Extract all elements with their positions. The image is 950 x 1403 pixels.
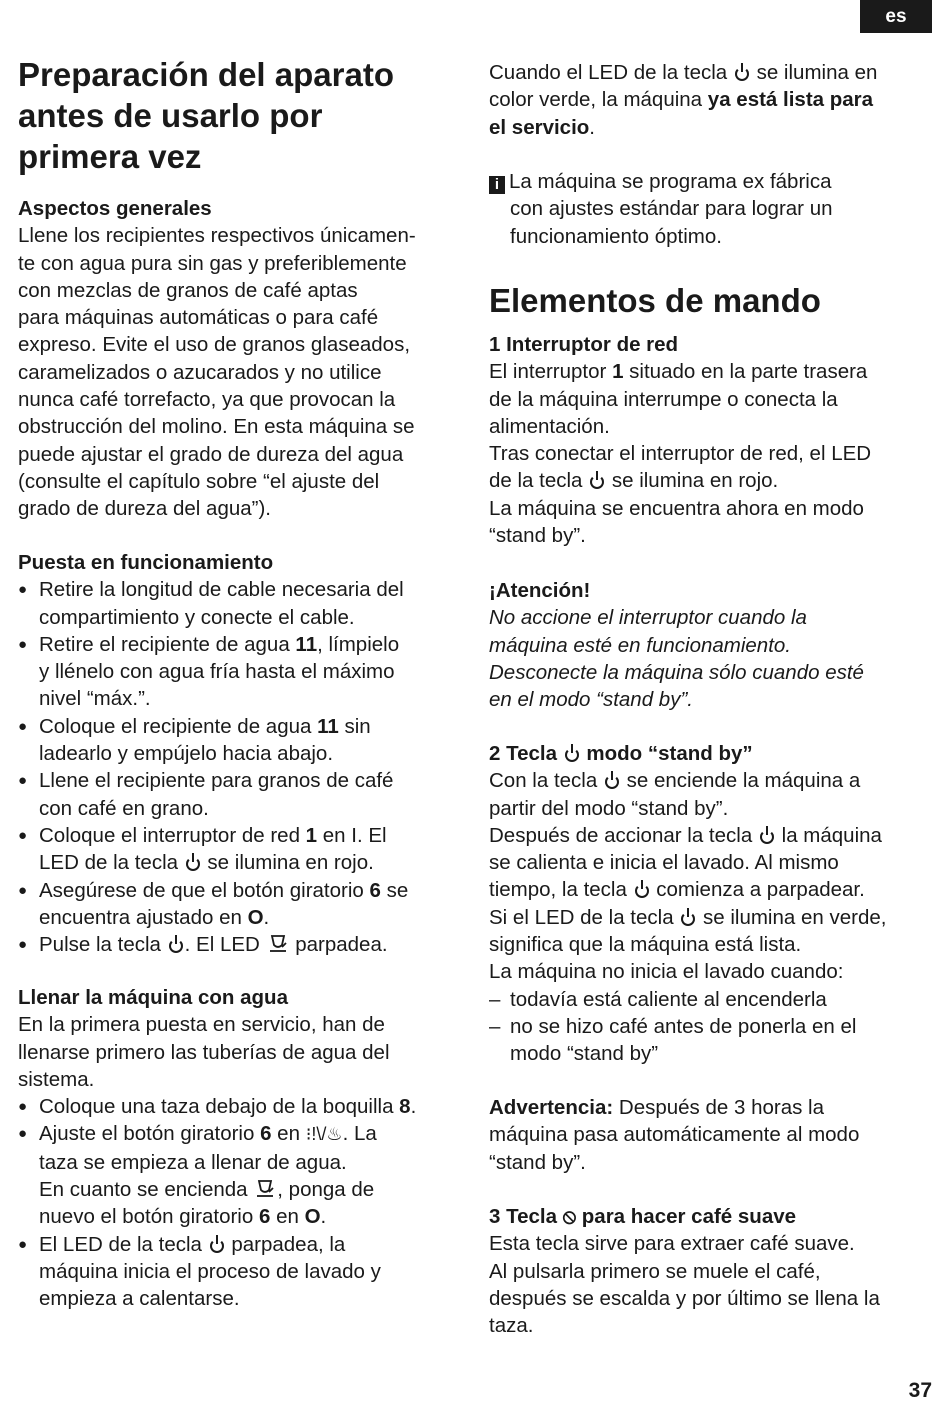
bullet-item xyxy=(18,1120,466,1230)
text-line xyxy=(489,876,934,903)
text: la máquina xyxy=(775,823,882,847)
text-line xyxy=(39,1231,466,1258)
text-line: puede ajustar el grado de dureza del agua xyxy=(18,442,404,466)
text: , límpielo xyxy=(317,632,400,656)
ref-number: 8 xyxy=(399,1095,411,1119)
descale-icon xyxy=(266,933,290,955)
text: Pulse la tecla xyxy=(39,933,167,957)
text-line xyxy=(39,904,466,931)
warning-label: Advertencia: xyxy=(489,1096,614,1119)
bullet-item xyxy=(18,767,466,822)
ref-number: 1 xyxy=(612,360,624,384)
bullet-item xyxy=(18,576,466,631)
power-icon xyxy=(760,830,774,844)
text-line xyxy=(39,931,466,958)
dash-item xyxy=(489,986,934,1013)
text: El LED de la tecla xyxy=(39,1232,208,1256)
text: LED de la tecla xyxy=(39,851,184,875)
text-line: Desconecte la máquina sólo cuando esté xyxy=(489,660,864,684)
ref-number: 6 xyxy=(258,1205,271,1229)
text-line: nivel “máx.”. xyxy=(39,687,151,711)
text: en xyxy=(270,1205,305,1229)
text: situado en la parte trasera xyxy=(623,360,868,384)
ref-number: 6 xyxy=(369,878,381,902)
text-line xyxy=(489,59,934,86)
text: . La xyxy=(342,1122,377,1146)
text: Coloque el interruptor de red xyxy=(39,823,306,847)
attention-heading: ¡Atención! xyxy=(489,579,591,602)
power-icon xyxy=(186,857,200,871)
power-icon xyxy=(590,475,604,489)
power-icon xyxy=(565,748,579,762)
bullet-item xyxy=(18,631,466,713)
text-line xyxy=(489,822,934,849)
mild-coffee-key-section xyxy=(489,1203,934,1339)
fill-heading: Llenar la máquina con agua xyxy=(18,986,288,1009)
bullet-item xyxy=(18,931,466,958)
text-line xyxy=(489,358,934,385)
text-line: en el modo “stand by”. xyxy=(489,688,693,712)
title-line: antes de usarlo por xyxy=(18,97,323,134)
text-line: – no se hizo café antes de ponerla en el xyxy=(510,1014,857,1038)
ready-intro xyxy=(489,59,934,141)
ref-number: 11 xyxy=(317,714,339,738)
mild-coffee-heading xyxy=(489,1203,934,1230)
text: Ajuste el botón giratorio xyxy=(39,1122,261,1146)
text: . El LED xyxy=(184,933,266,957)
power-icon xyxy=(735,67,749,81)
text-line: y llénelo con agua fría hasta el máximo xyxy=(39,660,395,684)
bullet-item xyxy=(18,822,466,877)
text-line: En la primera puesta en servicio, han de xyxy=(18,1013,385,1037)
text-line xyxy=(39,849,466,876)
text: . xyxy=(263,905,270,929)
text-line xyxy=(39,631,466,658)
text-line: de la máquina interrumpe o conecta la xyxy=(489,387,838,411)
text-line xyxy=(489,86,934,113)
text-line xyxy=(489,767,934,794)
text: Si el LED de la tecla xyxy=(489,905,680,929)
power-icon xyxy=(169,939,183,953)
text-line xyxy=(39,877,466,904)
ref-number: 1 xyxy=(305,823,318,847)
bullet-item xyxy=(18,877,466,932)
bullet-item xyxy=(18,1231,466,1313)
text: El interruptor xyxy=(489,360,613,384)
text: Asegúrese de que el botón giratorio xyxy=(39,878,370,902)
text: Coloque el recipiente de agua xyxy=(39,714,318,738)
text-line: significa que la máquina está lista. xyxy=(489,933,802,957)
text: parpadea. xyxy=(289,933,388,957)
emphasis: ya está lista para xyxy=(707,88,874,112)
text-line xyxy=(39,1093,466,1120)
text-line: para máquinas automáticas o para café xyxy=(18,306,379,330)
section-title xyxy=(18,54,466,177)
power-icon xyxy=(605,775,619,789)
controls-title: Elementos de mando xyxy=(489,282,821,319)
text: se ilumina en rojo. xyxy=(201,851,374,875)
startup-section xyxy=(18,549,466,958)
off-position: O xyxy=(247,905,264,929)
startup-heading: Puesta en funcionamiento xyxy=(18,551,274,574)
text-line xyxy=(39,1203,466,1230)
language-code: es xyxy=(885,5,907,27)
text-line: “stand by”. xyxy=(489,1150,586,1174)
power-icon xyxy=(681,912,695,926)
title-line: primera vez xyxy=(18,138,202,175)
text: encuentra ajustado en xyxy=(39,905,248,929)
text-line: Tras conectar el interruptor de red, el LED xyxy=(489,442,872,466)
page-number: 37 xyxy=(908,1379,932,1402)
text-line: llenarse primero las tuberías de agua del xyxy=(18,1040,390,1064)
mains-switch-heading: 1 Interruptor de red xyxy=(489,333,679,356)
text-line: con ajustes estándar para lograr un xyxy=(510,197,833,221)
text-line: taza se empieza a llenar de agua. xyxy=(39,1150,347,1174)
text-line: – todavía está caliente al encenderla xyxy=(510,987,827,1011)
text-line: máquina esté en funcionamiento. xyxy=(489,633,792,657)
text-line: ladearlo y empújelo hacia abajo. xyxy=(39,742,334,766)
text: Con la tecla xyxy=(489,769,603,793)
text: Retire el recipiente de agua xyxy=(39,632,296,656)
off-position: O xyxy=(304,1205,321,1229)
attention-note xyxy=(489,577,934,713)
info-note xyxy=(489,168,934,250)
general-section xyxy=(18,195,466,523)
text-line: grado de dureza del agua”). xyxy=(18,497,272,521)
descale-icon xyxy=(253,1178,277,1200)
text: se xyxy=(380,878,409,902)
text-line: después se escalda y por último se llena la xyxy=(489,1286,880,1310)
text-line xyxy=(489,1094,934,1121)
text-line: te con agua pura sin gas y preferiblemente xyxy=(18,251,407,275)
text-line: se calienta e inicia el lavado. Al mismo xyxy=(489,851,839,875)
text: se enciende la máquina a xyxy=(620,769,861,793)
text-line: máquina inicia el proceso de lavado y xyxy=(39,1259,381,1283)
text-line: con café en grano. xyxy=(39,796,209,820)
emphasis: el servicio xyxy=(489,115,590,139)
text-line xyxy=(39,822,466,849)
general-heading: Aspectos generales xyxy=(18,197,212,220)
text-line: funcionamiento óptimo. xyxy=(510,224,722,248)
text: 3 Tecla xyxy=(489,1205,563,1228)
text: para hacer café suave xyxy=(576,1205,797,1228)
text: tiempo, la tecla xyxy=(489,878,633,902)
text-line: máquina pasa automáticamente al modo xyxy=(489,1123,860,1147)
text-line: ● Retire la longitud de cable necesaria del xyxy=(39,578,404,602)
text-line: compartimiento y conecte el cable. xyxy=(39,605,355,629)
text: . xyxy=(410,1095,417,1119)
text-line: No accione el interruptor cuando la xyxy=(489,606,807,630)
bullet-item xyxy=(18,713,466,768)
mild-coffee-icon: ⦸ xyxy=(562,1205,577,1228)
text-line: ● Llene el recipiente para granos de café xyxy=(39,769,394,793)
text: se ilumina en rojo. xyxy=(606,469,779,493)
power-icon xyxy=(210,1239,224,1253)
fill-section xyxy=(18,984,466,1313)
hot-water-steam-icon: ⁝!\/♨ xyxy=(305,1124,343,1145)
text-line: sistema. xyxy=(18,1067,95,1091)
text: Después de 3 horas la xyxy=(613,1096,825,1119)
dash-item xyxy=(489,1013,934,1068)
warning-note xyxy=(489,1094,934,1176)
text-line: La máquina se encuentra ahora en modo xyxy=(489,496,864,520)
text-line: “stand by”. xyxy=(489,524,586,548)
info-icon: i xyxy=(489,176,505,194)
text-line: modo “stand by” xyxy=(510,1042,659,1066)
text: en I. El xyxy=(317,823,387,847)
text-line xyxy=(489,114,934,141)
standby-key-section xyxy=(489,740,934,1068)
text: se ilumina en verde, xyxy=(697,905,887,929)
text: . xyxy=(320,1205,327,1229)
title-line: Preparación del aparato xyxy=(18,56,394,93)
text-line: expreso. Evite el uso de granos glaseados, xyxy=(18,333,411,357)
text: comienza a parpadear. xyxy=(650,878,865,902)
text-line: (consulte el capítulo sobre “el ajuste del xyxy=(18,469,380,493)
text-line: Esta tecla sirve para extraer café suave. xyxy=(489,1232,855,1256)
text: Después de accionar la tecla xyxy=(489,823,758,847)
standby-key-heading xyxy=(489,740,934,767)
text-line: alimentación. xyxy=(489,414,610,438)
text-line xyxy=(39,713,466,740)
text-line: nunca café torrefacto, ya que provocan la xyxy=(18,388,396,412)
text: 2 Tecla xyxy=(489,742,563,765)
text: , ponga de xyxy=(277,1178,375,1202)
text: parpadea, la xyxy=(225,1232,346,1256)
bullet-item xyxy=(18,1093,466,1120)
text-line xyxy=(39,1176,466,1203)
text: modo “stand by” xyxy=(580,742,753,765)
text: de la tecla xyxy=(489,469,589,493)
text-line: Al pulsarla primero se muele el café, xyxy=(489,1259,821,1283)
text: Cuando el LED de la tecla xyxy=(489,61,733,84)
text: nuevo el botón giratorio xyxy=(39,1205,259,1229)
text: color verde, la máquina xyxy=(489,88,708,112)
text-line xyxy=(39,1120,466,1148)
language-tab xyxy=(860,0,932,33)
text-line: La máquina no inicia el lavado cuando: xyxy=(489,960,844,984)
power-icon xyxy=(635,884,649,898)
text-line xyxy=(489,168,934,195)
text-line: Llene los recipientes respectivos únicamen- xyxy=(18,224,416,248)
ref-number: 11 xyxy=(295,632,318,656)
text: En cuanto se encienda xyxy=(39,1178,254,1202)
text-line: con mezclas de granos de café aptas xyxy=(18,278,358,302)
text-line xyxy=(489,904,934,931)
mains-switch-section xyxy=(489,331,934,549)
text: La máquina se programa ex fábrica xyxy=(509,170,832,193)
text: en xyxy=(271,1122,306,1146)
text-line: partir del modo “stand by”. xyxy=(489,796,729,820)
text: . xyxy=(589,115,595,139)
text-line: caramelizados o azucarados y no utilice xyxy=(18,360,382,384)
text: sin xyxy=(338,714,371,738)
text-line: obstrucción del molino. En esta máquina se xyxy=(18,415,415,439)
text-line: empieza a calentarse. xyxy=(39,1287,240,1311)
text-line: taza. xyxy=(489,1314,534,1338)
ref-number: 6 xyxy=(260,1122,272,1146)
text: se ilumina en xyxy=(750,61,878,84)
text: Coloque una taza debajo de la boquilla xyxy=(39,1095,400,1119)
text-line xyxy=(489,467,934,494)
